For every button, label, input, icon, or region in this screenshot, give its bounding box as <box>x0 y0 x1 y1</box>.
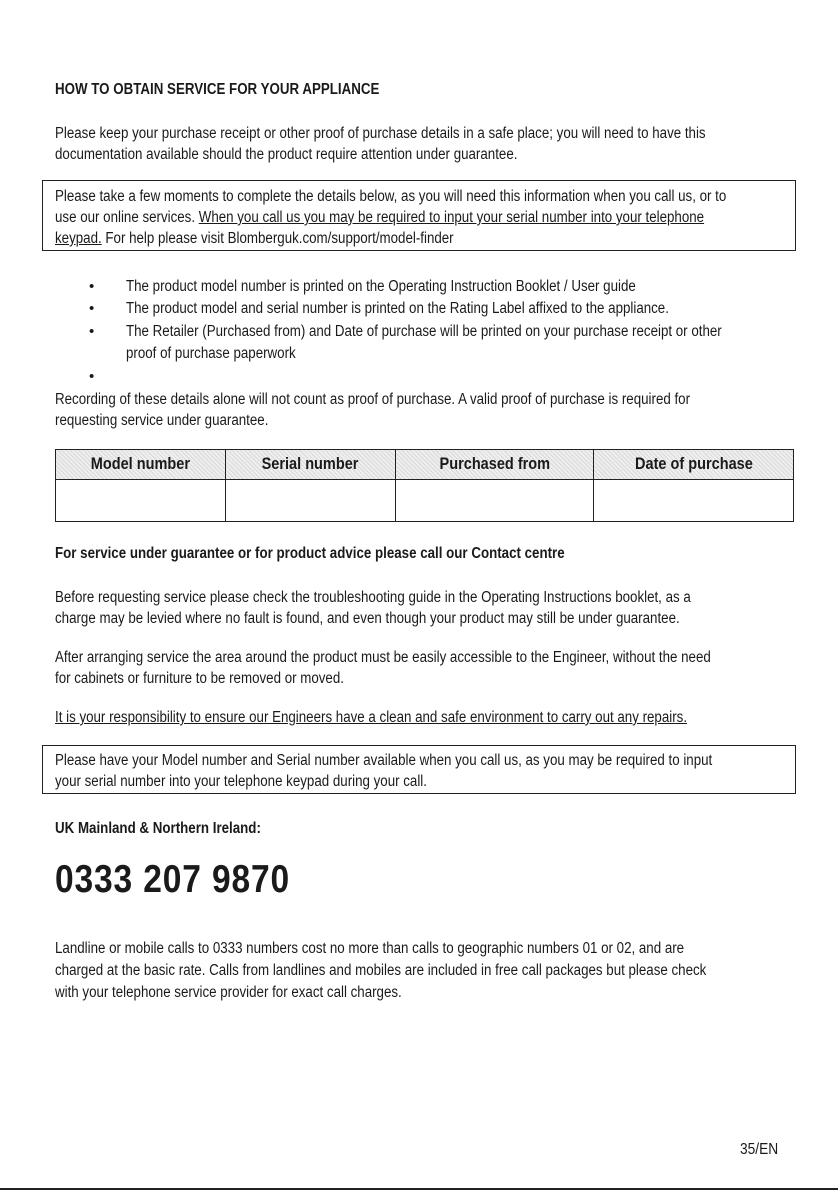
bullet-item: The product model number is printed on the Operating Instruction Booklet / User guide <box>126 278 636 295</box>
column-label: Serial number <box>262 455 359 473</box>
date-of-purchase-header <box>594 450 794 480</box>
bullet-item: The Retailer (Purchased from) and Date of purchase will be printed on your purchase receipt or other <box>126 323 722 340</box>
purchase-details-table <box>55 449 794 522</box>
page-number: 35/EN <box>740 1141 779 1158</box>
phone-number: 0333 207 9870 <box>55 858 291 901</box>
date-of-purchase-cell <box>594 480 794 522</box>
model-number-cell <box>56 480 226 522</box>
have-numbers-line-1: Please have your Model number and Serial number available when you call us, as you may be required to input <box>55 752 713 769</box>
bullet-marker: • <box>89 368 95 385</box>
call-costs-line-2: charged at the basic rate. Calls from landlines and mobiles are included in free call packages but please check <box>55 962 707 979</box>
page-heading: HOW TO OBTAIN SERVICE FOR YOUR APPLIANCE <box>55 81 380 98</box>
call-costs-line-3: with your telephone service provider for exact call charges. <box>55 984 402 1001</box>
have-numbers-line-2: your serial number into your telephone keypad during your call. <box>55 773 427 790</box>
troubleshoot-line-1: Before requesting service please check the troubleshooting guide in the Operating Instructions booklet, as a <box>55 589 691 606</box>
table-header-row <box>56 450 794 480</box>
notice-line-1: Please take a few moments to complete the details below, as you will need this information when you call us, or to <box>55 188 727 205</box>
notice-keypad-word: keypad. <box>55 230 102 247</box>
troubleshoot-line-2: charge may be levied where no fault is found, and even though your product may still be under guarantee. <box>55 610 680 627</box>
notice-help-text: For help please visit Blomberguk.com/support/model-finder <box>101 230 454 247</box>
bottom-divider <box>0 1188 838 1190</box>
notice-serial-instruction: When you call us you may be required to input your serial number into your telephone <box>198 209 705 226</box>
notice-line-2-text: use our online services. <box>55 209 199 226</box>
serial-number-header <box>226 450 396 480</box>
column-label: Date of purchase <box>634 455 753 473</box>
region-heading: UK Mainland & Northern Ireland: <box>55 820 261 837</box>
recording-line-2: requesting service under guarantee. <box>55 412 269 429</box>
notice-line-2 <box>55 207 704 228</box>
column-label: Model number <box>90 455 191 473</box>
table-row <box>56 480 794 522</box>
recording-line-1: Recording of these details alone will not count as proof of purchase. A valid proof of purchase is required for <box>55 391 691 408</box>
column-label: Purchased from <box>439 455 550 473</box>
bullet-item-continued: proof of purchase paperwork <box>126 345 296 362</box>
responsibility-note: It is your responsibility to ensure our Engineers have a clean and safe environment to carry out any repairs. <box>55 709 688 726</box>
bullet-marker: • <box>89 300 95 317</box>
purchased-from-header <box>396 450 594 480</box>
serial-number-cell <box>226 480 396 522</box>
bullet-marker: • <box>89 278 95 295</box>
access-line-1: After arranging service the area around the product must be easily accessible to the Engineer, without the need <box>55 649 711 666</box>
purchased-from-cell <box>396 480 594 522</box>
notice-line-3 <box>55 228 454 249</box>
call-costs-line-1: Landline or mobile calls to 0333 numbers cost no more than calls to geographic numbers 01 or 02, and are <box>55 940 685 957</box>
contact-heading: For service under guarantee or for product advice please call our Contact centre <box>55 545 565 562</box>
bullet-item: The product model and serial number is printed on the Rating Label affixed to the appliance. <box>126 300 669 317</box>
bullet-marker: • <box>89 323 95 340</box>
intro-line-1: Please keep your purchase receipt or other proof of purchase details in a safe place; you will need to have this <box>55 125 706 142</box>
intro-line-2: documentation available should the product require attention under guarantee. <box>55 146 518 163</box>
access-line-2: for cabinets or furniture to be removed or moved. <box>55 670 344 687</box>
model-number-header <box>56 450 226 480</box>
